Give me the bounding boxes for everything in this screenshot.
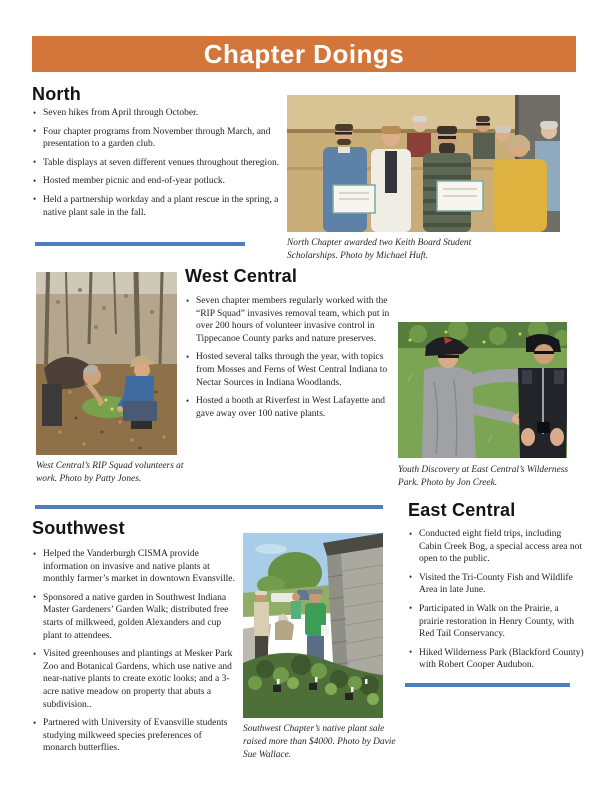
youth-discovery-photo-illustration: [398, 322, 567, 458]
north-scholarship-photo-illustration: [287, 95, 560, 232]
list-item: • Participated in Walk on the Prairie, a prairie restoration in Henry County, with Red Tail Conservancy.: [408, 603, 584, 641]
section-heading-west-central: West Central: [185, 266, 298, 286]
list-item: • Seven hikes from April through October.: [32, 107, 284, 120]
list-item: • Seven chapter members regularly worked with the “RIP Squad” invasives removal team, which put in over 200 hours of volunteer invasive control in Tippecanoe County parks and nature preserves.: [185, 295, 393, 345]
section-divider: [405, 683, 570, 687]
header-banner: [32, 36, 576, 72]
east-central-bullet-list: [408, 528, 584, 678]
page-title: Chapter Doings: [203, 38, 405, 69]
list-item: • Visited greenhouses and plantings at Mesker Park Zoo and Botanical Gardens, which use native and near-native plants to create exotic looks; and a 3-acre native meadow on property that abuts a subdivision..: [32, 648, 236, 711]
list-item: • Partnered with University of Evansville students studying milkweed species preferences of monarch butterflies.: [32, 717, 236, 755]
north-scholarship-photo: [287, 95, 560, 232]
list-item: • Four chapter programs from November through March, and presentation to a garden club.: [32, 126, 284, 151]
youth-discovery-photo: [398, 322, 567, 458]
list-item: • Hiked Wilderness Park (Blackford County) with Robert Cooper Audubon.: [408, 647, 584, 672]
southwest-bullet-list: [32, 548, 236, 761]
list-item: • Sponsored a native garden in Southwest Indiana Master Gardeners’ Garden Walk; distributed free starts of milkweed, golden Alexanders and cup plant to attendees.: [32, 592, 236, 642]
west-central-bullet-list: [185, 295, 393, 426]
list-item: • Table displays at seven different venues throughout theregion.: [32, 157, 284, 170]
southwest-photo-caption: Southwest Chapter’s native plant sale raised more than $4000. Photo by Davie Sue Wallace.: [243, 724, 396, 760]
west-central-photo-illustration: [36, 272, 177, 455]
list-item: • Hosted member picnic and end-of-year potluck.: [32, 175, 284, 188]
west-central-photo-caption: West Central’s RIP Squad volunteers at work. Photo by Patty Jones.: [36, 461, 184, 484]
youth-discovery-photo-caption: Youth Discovery at East Central’s Wilderness Park. Photo by Jon Creek.: [398, 465, 569, 488]
list-item: • Hosted a booth at Riverfest in West Lafayette and gave away over 100 native plants.: [185, 395, 393, 420]
list-item: • Hosted several talks through the year, with topics from Mosses and Ferns of West Central Indiana to Nectar Sources in Indiana Woodlands.: [185, 351, 393, 389]
section-heading-north: North: [32, 84, 81, 104]
list-item: • Conducted eight field trips, including Cabin Creek Bog, a special access area not open to the public.: [408, 528, 584, 566]
southwest-plant-sale-photo: [243, 533, 383, 718]
list-item: • Held a partnership workday and a plant rescue in the spring, a native plant sale in the fall.: [32, 194, 284, 219]
list-item: • Visited the Tri-County Fish and Wildlife Area in late June.: [408, 572, 584, 597]
north-photo-caption: North Chapter awarded two Keith Board Student Scholarships. Photo by Michael Huft.: [287, 238, 472, 261]
southwest-photo-illustration: [243, 533, 383, 718]
section-heading-southwest: Southwest: [32, 518, 125, 538]
section-divider: [35, 505, 383, 509]
north-bullet-list: [32, 107, 284, 225]
list-item: • Helped the Vanderburgh CISMA provide information on invasive and native plants at monthly farmer’s market in downtown Evansville.: [32, 548, 236, 586]
section-heading-east-central: East Central: [408, 500, 516, 520]
west-central-rip-squad-photo: [36, 272, 177, 455]
section-divider: [35, 242, 245, 246]
